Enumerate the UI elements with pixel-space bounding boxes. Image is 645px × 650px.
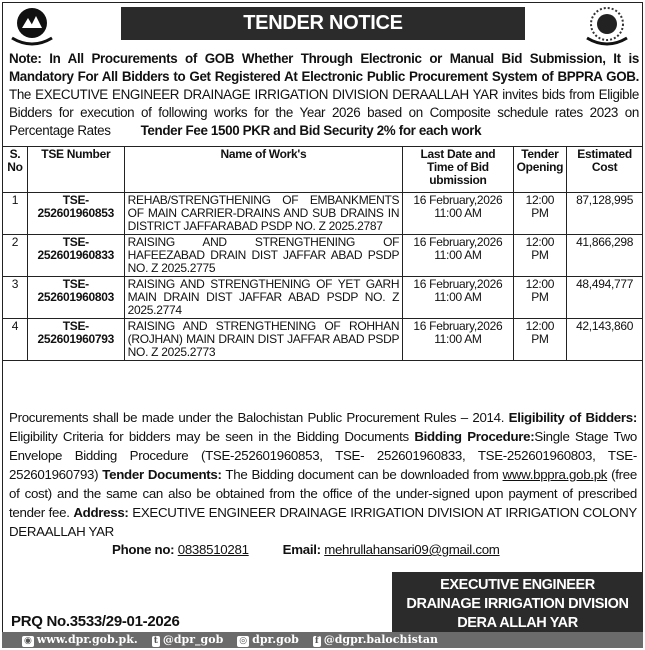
- instagram-item[interactable]: [237, 632, 299, 648]
- twitter-icon: t: [153, 636, 158, 646]
- facebook-text: @dgpr.balochistan: [323, 633, 439, 646]
- footer-bar: [2, 632, 643, 648]
- text: (free of cost) and the same can also be obtained from the office of the under-signed upon payment of prescribed tender fee.: [9, 467, 637, 520]
- header-opening: Tender Opening: [513, 147, 567, 193]
- website-text: www.dpr.gob.pk.: [36, 633, 138, 646]
- text: Single Stage Two Envelope Bidding Procedure (TSE-252601960853, TSE- 252601960833, TSE-252601960803, TSE-252601960793): [9, 429, 637, 482]
- time: 11:00 AM: [434, 332, 482, 346]
- header-cost: Estimated Cost: [567, 147, 643, 193]
- cell-date: [403, 277, 513, 319]
- cell-cost: 48,494,777: [567, 277, 643, 319]
- instagram-icon: ◎: [239, 636, 248, 646]
- instagram-text: dpr.gob: [252, 633, 299, 646]
- tender-fee: Tender Fee 1500 PKR and Bid Security 2% for each work: [140, 123, 482, 138]
- globe-icon: ◉: [24, 636, 32, 646]
- cell-tse: TSE-252601960833: [27, 235, 124, 277]
- website-item[interactable]: [22, 632, 138, 648]
- header-sno: S. No: [3, 147, 28, 193]
- signature-line: DERA ALLAH YAR: [457, 615, 578, 631]
- facebook-icon: f: [314, 636, 319, 646]
- cell-sno: 2: [3, 235, 28, 277]
- cell-tse: TSE-252601960803: [27, 277, 124, 319]
- table-row: [3, 277, 643, 319]
- cell-tse: TSE-252601960853: [27, 193, 124, 235]
- date: 16 February,2026: [413, 235, 503, 249]
- cell-name: RAISING AND STRENGTHENING OF ROHHAN (ROJHAN) MAIN DRAIN DIST JAFFAR ABAD PSDP NO. Z 2025.2773: [124, 319, 403, 361]
- time: 11:00 AM: [434, 206, 482, 220]
- header-tse: TSE Number: [27, 147, 124, 193]
- gob-emblem-logo: [8, 6, 56, 48]
- cell-opening: 12:00 PM: [513, 235, 567, 277]
- prq-number: PRQ No.3533/29-01-2026: [11, 613, 180, 630]
- department-seal-logo: [583, 6, 631, 48]
- signature-line: EXECUTIVE ENGINEER: [440, 577, 595, 593]
- phone-number[interactable]: 0838510281: [177, 542, 249, 557]
- cell-opening: 12:00 PM: [513, 319, 567, 361]
- table-header-row: [3, 147, 643, 193]
- signature-line: DRAINAGE IRRIGATION DIVISION: [406, 596, 629, 612]
- twitter-text: @dpr_gob: [162, 633, 224, 646]
- text: Procurements shall be made under the Balochistan Public Procurement Rules – 2014.: [9, 410, 509, 425]
- note-bold: Note: In All Procurements of GOB Whether Through Electronic or Manual Bid Submission, It is Mandatory For All Bidders to Get Registered At Electronic Public Procurement System of BPPRA GOB.: [9, 51, 639, 84]
- text: The Bidding document can be downloaded from: [221, 467, 503, 482]
- cell-cost: 41,866,298: [567, 235, 643, 277]
- facebook-item[interactable]: [313, 632, 438, 648]
- cell-sno: 3: [3, 277, 28, 319]
- cell-cost: 87,128,995: [567, 193, 643, 235]
- header-date: Last Date and Time of Bid ubmission: [403, 147, 513, 193]
- email-link[interactable]: mehrullahansari09@gmail.com: [324, 542, 500, 557]
- note-paragraph: [9, 50, 639, 140]
- time: 11:00 AM: [434, 290, 482, 304]
- time: 11:00 AM: [434, 248, 482, 262]
- email-label: Email:: [282, 542, 321, 557]
- cell-name: RAISING AND STRENGTHENING OF HAFEEZABAD DRAIN DIST JAFFAR ABAD PSDP NO. Z 2025.2775: [124, 235, 403, 277]
- cell-name: REHAB/STRENGTHENING OF EMBANKMENTS OF MAIN CARRIER-DRAINS AND SUB DRAINS IN DISTRICT JAFFARABAD PSDP NO. Z 2025.2787: [124, 193, 403, 235]
- page-title: TENDER NOTICE: [121, 7, 525, 40]
- label-eligibility: Eligibility of Bidders:: [508, 410, 638, 425]
- note-text: The EXECUTIVE ENGINEER DRAINAGE IRRIGATION DIVISION DERAALLAH YAR invites bids from Eligible Bidders for execution of following works for the Year 2026 based on Composite schedule rates 2023 on Percentage Rates: [9, 87, 639, 138]
- table-row: [3, 319, 643, 361]
- date: 16 February,2026: [413, 193, 503, 207]
- cell-name: RAISING AND STRENGTHENING OF YET GARH MAIN DRAIN DIST JAFFAR ABAD PSDP NO. Z 2025.2774: [124, 277, 403, 319]
- cell-opening: 12:00 PM: [513, 277, 567, 319]
- twitter-item[interactable]: [152, 632, 224, 648]
- label-documents: Tender Documents:: [102, 467, 222, 482]
- header-name: Name of Work's: [124, 147, 403, 193]
- table-row: [3, 193, 643, 235]
- cell-tse: TSE-252601960793: [27, 319, 124, 361]
- cell-date: [403, 193, 513, 235]
- procurement-paragraph: [9, 408, 637, 541]
- text: Eligibility Criteria for bidders may be seen in the Bidding Documents: [9, 429, 415, 444]
- signature-block: [392, 572, 643, 632]
- label-procedure: Bidding Procedure:: [414, 429, 535, 444]
- bppra-link[interactable]: www.bppra.gob.pk: [502, 467, 608, 482]
- table-row: [3, 235, 643, 277]
- cell-sno: 4: [3, 319, 28, 361]
- cell-sno: 1: [3, 193, 28, 235]
- cell-opening: 12:00 PM: [513, 193, 567, 235]
- cell-cost: 42,143,860: [567, 319, 643, 361]
- label-address: Address:: [73, 505, 129, 520]
- contact-line: [112, 542, 500, 557]
- date: 16 February,2026: [413, 277, 503, 291]
- cell-date: [403, 235, 513, 277]
- phone-label: Phone no:: [112, 542, 175, 557]
- date: 16 February,2026: [413, 319, 503, 333]
- text: EXECUTIVE ENGINEER DRAINAGE IRRIGATION DIVISION AT IRRIGATION COLONY DERAALLAH YAR: [9, 505, 638, 539]
- works-table: [2, 146, 643, 361]
- cell-date: [403, 319, 513, 361]
